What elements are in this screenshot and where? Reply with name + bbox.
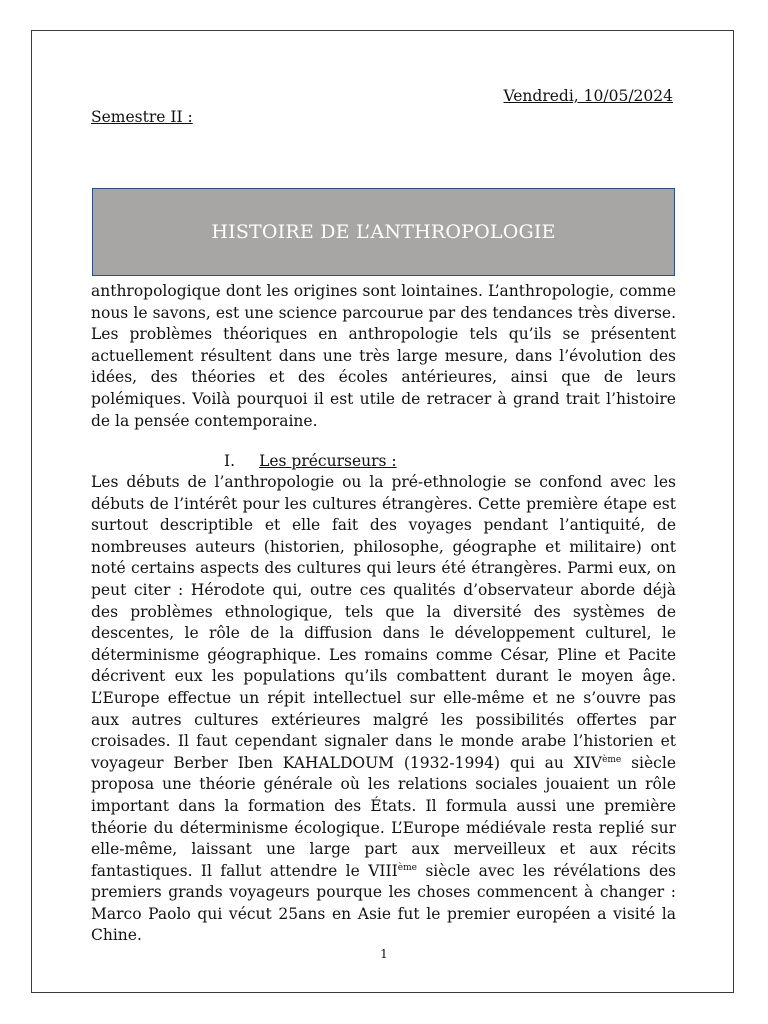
section-number: I. [224,452,236,470]
intro-paragraph: anthropologique dont les origines sont lointaines. L’anthropologie, comme nous le savons, est une science parcourue par des tendances très diverse. Les problèmes théoriques en anthropologie tels qu’ils se présentent actuellement résultent dans une très large mesure, dans l’évolution des idées, des théories et des écoles antérieures, ainsi que de leurs polémiques. Voilà pourquoi il est utile de retracer à grand trait l’histoire de la pensée contemporaine. [91,282,676,430]
superscript-eme-1: ème [602,754,622,765]
paragraph-text-part-2: siècle proposa une théorie générale où les relations sociales jouaient un rôle important dans la formation des États. Il formula aussi une première théorie du déterminisme écologique. L’Europe médiévale resta replié sur elle-même, laissant une large part aux merveilleux et aux récits fantastiques. Il fallut attendre le VIII [91,753,676,880]
section-title: Les précurseurs : [259,452,397,470]
title-banner [92,188,675,276]
document-date: Vendredi, 10/05/2024 [503,87,673,105]
page-number: 1 [380,947,388,961]
section-heading [224,452,397,470]
paragraph-text-part-1: Les débuts de l’anthropologie ou la pré-ethnologie se confond avec les débuts de l’intérêt pour les cultures étrangères. Cette première étape est surtout descriptible et elle fait des voyages pendant l’antiquité, de nombreuses auteurs (historien, philosophe, géographe et militaire) ont noté certains aspects des cultures qui leurs été étrangères. Parmi eux, on peut citer : Hérodote qui, outre ces qualités d’observateur aborde déjà des problèmes ethnologique, tels que la diversité des systèmes de descentes, le rôle de la diffusion dans le développement culturel, le déterminisme géographique. Les romains comme César, Pline et Pacite décrivent eux les populations qu’ils combattent durant le moyen âge. L’Europe effectue un répit intellectuel sur elle-même et ne s’ouvre pas aux autres cultures extérieures malgré les possibilités offertes par croisades. Il faut cependant signaler dans le monde arabe l’historien et voyageur Berber Iben KAHALDOUM (1932-1994) qui au XIV [91,473,676,772]
superscript-eme-2: ème [397,862,417,873]
section-paragraph [91,472,676,947]
paragraph-text-part-3: siècle avec les révélations des premiers grands voyageurs pourque les choses commencent à changer : Marco Paolo qui vécut 25ans en Asie fut le premier européen a visité la Chine. [91,861,676,945]
semester-label: Semestre II : [91,108,193,126]
document-title: HISTOIRE DE L’ANTHROPOLOGIE [211,221,556,243]
